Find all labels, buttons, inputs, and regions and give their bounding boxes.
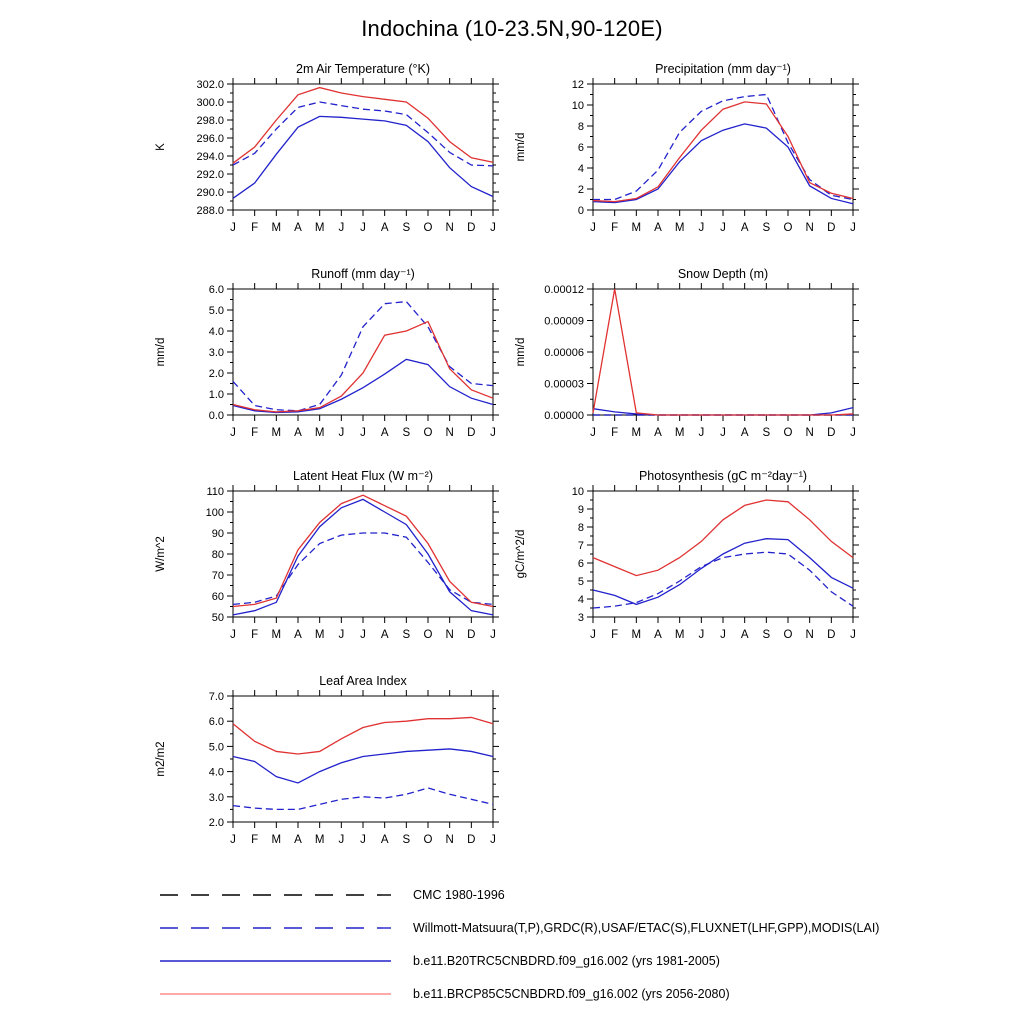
x-tick-label: J xyxy=(230,834,236,846)
x-tick-label: A xyxy=(654,427,662,439)
x-tick-label: J xyxy=(590,629,596,641)
y-tick-label: 288.0 xyxy=(196,205,224,217)
x-tick-label: F xyxy=(611,222,619,234)
x-tick-label: M xyxy=(631,427,642,439)
x-tick-label: A xyxy=(294,222,302,234)
x-tick-label: S xyxy=(402,222,411,234)
x-tick-label: A xyxy=(380,629,389,641)
x-tick-label: J xyxy=(490,834,496,846)
chart-snow-depth xyxy=(508,263,868,455)
y-tick-label: 2.0 xyxy=(208,368,224,380)
legend-line-sample-obs xyxy=(158,922,393,934)
x-tick-label: N xyxy=(445,222,454,234)
x-tick-label: J xyxy=(850,629,856,641)
y-tick-label: 3.0 xyxy=(208,347,224,359)
y-tick-label: 3.0 xyxy=(208,791,224,804)
y-tick-label: 298.0 xyxy=(196,115,224,127)
y-tick-label: 9 xyxy=(577,504,584,516)
y-tick-label: 300.0 xyxy=(196,97,224,109)
y-tick-label: 290.0 xyxy=(196,187,224,199)
x-tick-label: D xyxy=(467,629,476,641)
chart-leaf-area-index xyxy=(148,670,508,862)
snow-depth-plot-svg xyxy=(508,263,868,455)
series-line-b20tr xyxy=(593,124,853,204)
x-tick-label: S xyxy=(402,629,411,641)
y-tick-label: 3 xyxy=(577,612,584,624)
legend-label-cmc: CMC 1980-1996 xyxy=(413,887,505,902)
chart-title: Latent Heat Flux (W m⁻²) xyxy=(293,469,433,483)
page-title: Indochina (10-23.5N,90-120E) xyxy=(361,16,663,41)
y-tick-label: 0.00000 xyxy=(544,410,584,422)
y-tick-label: 1.0 xyxy=(208,389,224,401)
y-tick-label: 2.0 xyxy=(208,817,224,829)
y-tick-label: 0.0 xyxy=(208,410,224,422)
x-tick-label: O xyxy=(783,427,793,439)
legend-row-rcp85 xyxy=(158,983,879,1004)
runoff-plot-svg xyxy=(148,263,508,455)
y-tick-label: 0.00003 xyxy=(544,378,584,391)
x-tick-label: J xyxy=(360,427,366,439)
chart-title: Snow Depth (m) xyxy=(677,267,769,281)
x-tick-label: F xyxy=(251,834,259,846)
plot-frame xyxy=(593,289,853,415)
y-tick-label: 8 xyxy=(577,121,584,133)
legend-row-b20tr xyxy=(158,950,879,971)
y-tick-label: 4 xyxy=(577,594,584,606)
x-tick-label: F xyxy=(611,629,619,641)
x-tick-label: A xyxy=(380,222,389,234)
x-tick-label: J xyxy=(590,427,596,439)
legend xyxy=(158,884,879,1016)
y-tick-label: 0 xyxy=(577,205,584,217)
x-tick-label: J xyxy=(490,427,496,439)
x-tick-label: D xyxy=(467,427,476,439)
x-tick-label: F xyxy=(611,427,619,439)
x-tick-label: M xyxy=(674,427,685,439)
y-axis-label: gC/m^2/d xyxy=(515,529,527,579)
series-line-rcp85 xyxy=(593,102,853,202)
plot-frame xyxy=(233,491,493,617)
x-tick-label: J xyxy=(720,427,726,439)
series-line-b20tr xyxy=(593,539,853,605)
x-tick-label: F xyxy=(251,222,259,234)
series-line-rcp85 xyxy=(233,322,493,412)
x-tick-label: D xyxy=(467,222,476,234)
x-tick-label: J xyxy=(230,222,236,234)
legend-line-sample-cmc xyxy=(158,889,393,901)
x-tick-label: D xyxy=(827,427,836,439)
chart-photosynthesis xyxy=(508,465,868,657)
series-line-b20tr xyxy=(233,749,493,783)
latent-heat-flux-plot-svg xyxy=(148,465,508,657)
chart-title: Leaf Area Index xyxy=(319,674,407,688)
x-tick-label: A xyxy=(654,629,662,641)
series-line-obs-fluxnet xyxy=(593,552,853,608)
y-tick-label: 8 xyxy=(577,522,584,534)
x-tick-label: M xyxy=(314,427,325,439)
chart-precipitation xyxy=(508,58,868,250)
x-tick-label: N xyxy=(805,427,814,439)
x-tick-label: F xyxy=(251,427,259,439)
chart-title: Photosynthesis (gC m⁻²day⁻¹) xyxy=(638,469,808,483)
chart-title: Runoff (mm day⁻¹) xyxy=(311,267,415,281)
chart-latent-heat-flux xyxy=(148,465,508,657)
x-tick-label: D xyxy=(827,222,836,234)
x-tick-label: J xyxy=(230,427,236,439)
x-tick-label: J xyxy=(360,629,366,641)
x-tick-label: J xyxy=(720,629,726,641)
y-tick-label: 100 xyxy=(205,507,224,519)
x-tick-label: O xyxy=(783,222,793,234)
air-temperature-plot-svg xyxy=(148,58,508,250)
y-tick-label: 2 xyxy=(577,184,584,196)
x-tick-label: M xyxy=(631,222,642,234)
x-tick-label: D xyxy=(827,629,836,641)
x-tick-label: S xyxy=(402,834,411,846)
chart-air-temperature xyxy=(148,58,508,250)
plot-frame xyxy=(233,289,493,415)
x-tick-label: J xyxy=(338,834,345,846)
chart-runoff xyxy=(148,263,508,455)
photosynthesis-plot-svg xyxy=(508,465,868,657)
x-tick-label: N xyxy=(805,629,814,641)
y-axis-label: mm/d xyxy=(515,132,527,162)
y-tick-label: 4.0 xyxy=(208,326,224,338)
y-tick-label: 292.0 xyxy=(196,169,224,181)
y-tick-label: 294.0 xyxy=(196,151,224,163)
y-tick-label: 7 xyxy=(577,540,584,552)
x-tick-label: A xyxy=(294,629,302,641)
series-line-b20tr xyxy=(233,359,493,412)
series-line-obs-willmott xyxy=(233,102,493,166)
series-line-obs-grdc xyxy=(233,302,493,411)
series-line-rcp85 xyxy=(593,289,853,415)
y-tick-label: 0.00009 xyxy=(544,315,584,328)
y-tick-label: 7.0 xyxy=(208,691,224,703)
x-tick-label: J xyxy=(360,834,366,846)
x-tick-label: J xyxy=(590,222,596,234)
x-tick-label: M xyxy=(674,629,685,641)
y-tick-label: 296.0 xyxy=(196,133,224,145)
y-tick-label: 0.00006 xyxy=(544,347,584,359)
x-tick-label: O xyxy=(423,222,433,234)
x-tick-label: N xyxy=(805,222,814,234)
y-tick-label: 50 xyxy=(211,612,224,624)
x-tick-label: J xyxy=(338,629,345,641)
x-tick-label: O xyxy=(423,629,433,641)
series-line-b20tr xyxy=(233,116,493,198)
x-tick-label: J xyxy=(698,427,705,439)
y-tick-label: 80 xyxy=(211,549,224,561)
x-tick-label: M xyxy=(271,629,282,641)
series-line-rcp85 xyxy=(593,500,853,576)
x-tick-label: O xyxy=(423,834,433,846)
x-tick-label: S xyxy=(402,427,411,439)
x-tick-label: J xyxy=(360,222,366,234)
y-tick-label: 5.0 xyxy=(208,305,224,317)
y-tick-label: 6 xyxy=(577,142,584,154)
y-tick-label: 70 xyxy=(211,570,224,582)
series-line-rcp85 xyxy=(233,495,493,606)
x-tick-label: A xyxy=(380,427,389,439)
x-tick-label: N xyxy=(445,629,454,641)
x-tick-label: A xyxy=(380,834,389,846)
series-line-obs-modis xyxy=(233,788,493,809)
x-tick-label: J xyxy=(338,427,345,439)
x-tick-label: J xyxy=(698,222,705,234)
y-axis-label: m2/m2 xyxy=(155,741,167,777)
plot-frame xyxy=(233,84,493,210)
x-tick-label: O xyxy=(783,629,793,641)
x-tick-label: J xyxy=(338,222,345,234)
legend-line-sample-rcp85 xyxy=(158,988,393,1000)
x-tick-label: N xyxy=(445,834,454,846)
y-tick-label: 10 xyxy=(571,486,584,498)
x-tick-label: F xyxy=(251,629,259,641)
x-tick-label: M xyxy=(674,222,685,234)
precipitation-plot-svg xyxy=(508,58,868,250)
plot-frame xyxy=(233,696,493,822)
x-tick-label: M xyxy=(314,834,325,846)
x-tick-label: M xyxy=(271,834,282,846)
y-tick-label: 6.0 xyxy=(208,716,224,729)
y-tick-label: 4 xyxy=(577,163,584,175)
x-tick-label: A xyxy=(294,427,302,439)
series-line-obs-fluxnet xyxy=(233,533,493,604)
y-tick-label: 110 xyxy=(206,486,224,498)
legend-label-rcp85: b.e11.BRCP85C5CNBDRD.f09_g16.002 (yrs 2056-2080) xyxy=(413,986,730,1001)
y-axis-label: K xyxy=(155,143,167,151)
x-tick-label: A xyxy=(740,427,749,439)
series-line-b20tr xyxy=(593,408,853,415)
x-tick-label: S xyxy=(762,427,771,439)
x-tick-label: M xyxy=(271,427,282,439)
y-tick-label: 60 xyxy=(211,591,224,603)
y-axis-label: mm/d xyxy=(515,337,527,367)
legend-row-cmc xyxy=(158,884,879,905)
x-tick-label: O xyxy=(423,427,433,439)
y-tick-label: 6.0 xyxy=(208,284,224,296)
legend-label-obs: Willmott-Matsuura(T,P),GRDC(R),USAF/ETAC(S),FLUXNET(LHF,GPP),MODIS(LAI) xyxy=(413,920,880,935)
y-axis-label: mm/d xyxy=(155,337,167,367)
y-tick-label: 10 xyxy=(571,100,584,112)
series-line-obs-willmott xyxy=(593,95,853,200)
y-tick-label: 6 xyxy=(577,558,584,570)
legend-row-obs xyxy=(158,917,879,938)
series-line-rcp85 xyxy=(233,88,493,164)
x-tick-label: M xyxy=(314,222,325,234)
x-tick-label: N xyxy=(445,427,454,439)
x-tick-label: A xyxy=(294,834,302,846)
x-tick-label: J xyxy=(850,222,856,234)
y-tick-label: 5.0 xyxy=(208,741,224,754)
x-tick-label: J xyxy=(698,629,705,641)
y-tick-label: 12 xyxy=(571,79,584,91)
x-tick-label: A xyxy=(740,629,749,641)
chart-title: Precipitation (mm day⁻¹) xyxy=(655,62,791,76)
x-tick-label: A xyxy=(740,222,749,234)
x-tick-label: A xyxy=(654,222,662,234)
y-tick-label: 90 xyxy=(211,528,224,540)
x-tick-label: J xyxy=(230,629,236,641)
y-tick-label: 4.0 xyxy=(208,766,224,779)
y-tick-label: 0.00012 xyxy=(544,284,584,296)
leaf-area-index-plot-svg xyxy=(148,670,508,862)
x-tick-label: M xyxy=(314,629,325,641)
legend-line-sample-b20tr xyxy=(158,955,393,967)
x-tick-label: J xyxy=(490,629,496,641)
x-tick-label: J xyxy=(490,222,496,234)
series-line-rcp85 xyxy=(233,717,493,754)
y-tick-label: 5 xyxy=(577,576,584,588)
y-tick-label: 302.0 xyxy=(196,79,224,91)
legend-label-b20tr: b.e11.B20TRC5CNBDRD.f09_g16.002 (yrs 1981-2005) xyxy=(413,953,720,968)
x-tick-label: J xyxy=(720,222,726,234)
plot-frame xyxy=(593,84,853,210)
x-tick-label: J xyxy=(850,427,856,439)
x-tick-label: M xyxy=(271,222,282,234)
chart-title: 2m Air Temperature (°K) xyxy=(296,62,430,76)
x-tick-label: D xyxy=(467,834,476,846)
x-tick-label: S xyxy=(762,222,771,234)
x-tick-label: S xyxy=(762,629,771,641)
y-axis-label: W/m^2 xyxy=(155,536,167,572)
x-tick-label: M xyxy=(631,629,642,641)
